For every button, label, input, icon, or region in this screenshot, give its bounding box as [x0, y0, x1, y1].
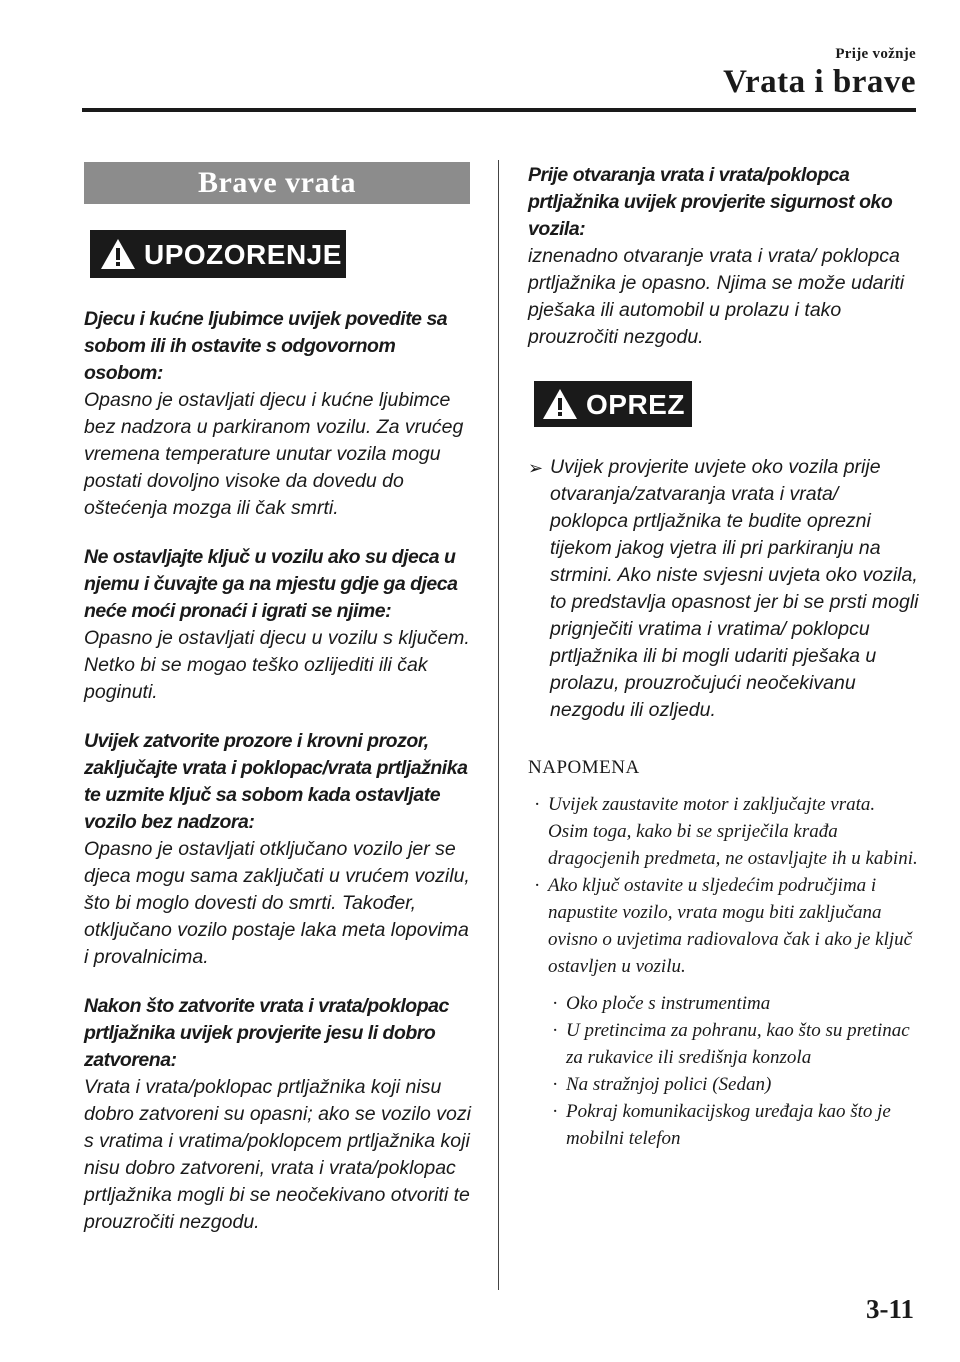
warning-heading: Djecu i kućne ljubimce uvijek povedite sa sobom ili ih ostavite s odgovornom osobom: — [84, 308, 448, 384]
note-item — [528, 791, 920, 872]
right-column — [528, 162, 920, 1152]
warning-triangle-icon — [100, 238, 136, 270]
note-sub-item — [548, 990, 920, 1017]
note-item-text: Ako ključ ostavite u sljedećim područjima i napustite vozilo, vrata mogu biti zaključana ovisno o uvjetima radiovalova čak i ako je ključ ostavljen u vozilu. — [548, 875, 913, 977]
note-title: NAPOMENA — [528, 757, 640, 778]
warning-label: UPOZORENJE — [144, 238, 342, 270]
note-item-text: Uvijek zaustavite motor i zaključajte vrata. Osim toga, kako bi se spriječila krađa dragocjenih predmeta, ne ostavljajte ih u kabini. — [548, 794, 918, 869]
bullet-icon: · — [534, 875, 541, 896]
note-sub-item — [548, 1017, 920, 1071]
caution-item — [528, 454, 920, 724]
warning-heading: Prije otvaranja vrata i vrata/poklopca prtljažnika uvijek provjerite sigurnost oko vozila: — [528, 164, 893, 240]
arrow-right-icon: ➢ — [528, 458, 544, 478]
header-chapter-title: Vrata i brave — [723, 64, 916, 100]
warning-block — [84, 544, 474, 706]
note-sub-item-text: Oko ploče s instrumentima — [566, 993, 771, 1014]
note-item — [528, 872, 920, 1152]
warning-badge — [90, 230, 346, 278]
warning-block — [84, 306, 474, 522]
column-divider — [498, 160, 499, 1290]
note-sub-item — [548, 1098, 920, 1152]
warning-body: Opasno je ostavljati djecu i kućne ljubimce bez nadzora u parkiranom vozilu. Za vrućeg vremena temperature unutar vozila mogu postati dovoljno visoke da dovedu do oštećenja mozga ili čak smrti. — [84, 389, 464, 519]
bullet-icon: · — [552, 1101, 559, 1122]
note-sub-item-text: Pokraj komunikacijskog uređaja kao što je mobilni telefon — [566, 1101, 891, 1149]
warning-heading: Nakon što zatvorite vrata i vrata/poklopac prtljažnika uvijek provjerite jesu li dobro zatvorena: — [84, 995, 449, 1071]
header-rule — [82, 108, 916, 112]
header-section-name: Prije vožnje — [835, 46, 916, 62]
bullet-icon: · — [534, 794, 541, 815]
warning-body: iznenadno otvaranje vrata i vrata/ poklopca prtljažnika je opasno. Njima se može udariti pješaka ili automobil u prolazu i tako prouzročiti nezgodu. — [528, 245, 905, 348]
warning-block — [84, 993, 474, 1236]
left-column — [84, 162, 474, 1236]
warning-body: Opasno je ostavljati djecu u vozilu s ključem. Netko bi se mogao teško ozlijediti ili čak poginuti. — [84, 627, 470, 703]
caution-item-text: Uvijek provjerite uvjete oko vozila prije otvaranja/zatvaranja vrata i vrata/ poklopca prtljažnika te budite oprezni tijekom jakog vjetra ili pri parkiranju na strmini. Ako niste svjesni uvjeta oko vozila, to predstavlja opasnost jer bi se prsti mogli prignječiti vratima i vratima/ poklopcu prtljažnika ili bi mogli udariti pješaka u prolazu, prouzročujući neočekivanu nezgodu ili ozljedu. — [550, 456, 919, 721]
page-number: 3-11 — [865, 1294, 914, 1324]
note-sub-item-text: U pretincima za pohranu, kao što su pretinac za rukavice ili središnja konzola — [566, 1020, 910, 1068]
bullet-icon: · — [552, 993, 559, 1014]
warning-heading: Ne ostavljajte ključ u vozilu ako su djeca u njemu i čuvajte ga na mjestu gdje ga djeca neće moći pronaći i igrati se njime: — [84, 546, 458, 622]
warning-heading: Uvijek zatvorite prozore i krovni prozor, zaključajte vrata i poklopac/vrata prtljažnika te uzmite ključ sa sobom kada ostavljate vozilo bez nadzora: — [84, 730, 468, 833]
warning-block — [528, 162, 920, 351]
note-list — [528, 791, 920, 1152]
note-sub-list — [548, 990, 920, 1152]
bullet-icon: · — [552, 1074, 559, 1095]
caution-label: OPREZ — [586, 388, 685, 420]
note-sub-item — [548, 1071, 920, 1098]
note-sub-item-text: Na stražnjoj polici (Sedan) — [566, 1074, 772, 1095]
bullet-icon: · — [552, 1020, 559, 1041]
caution-badge — [534, 381, 692, 427]
section-title: Brave vrata — [84, 162, 470, 204]
caution-triangle-icon — [542, 388, 578, 420]
warning-body: Vrata i vrata/poklopac prtljažnika koji nisu dobro zatvoreni su opasni; ako se vozilo vozi s vratima i vratima/poklopcem prtljažnika koji nisu dobro zatvoreni, vrata i vrata/poklopac prtljažnika mogli bi se neočekivano otvoriti te prouzročiti nezgodu. — [84, 1076, 471, 1233]
warning-block — [84, 728, 474, 971]
caution-list — [528, 454, 920, 724]
warning-body: Opasno je ostavljati otključano vozilo jer se djeca mogu sama zaključati u vrućem vozilu, što bi moglo dovesti do smrti. Također, otključano vozilo postaje laka meta lopovima i provalnicima. — [84, 838, 470, 968]
